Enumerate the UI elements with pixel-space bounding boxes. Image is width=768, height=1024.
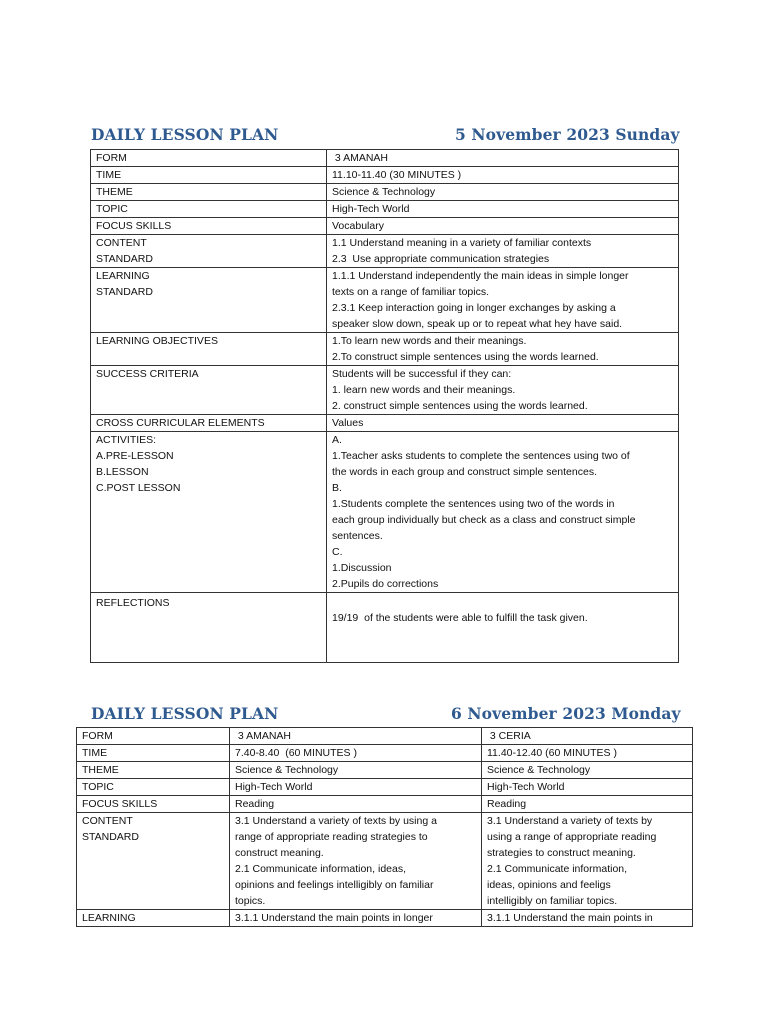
label-line: STANDARD (96, 286, 153, 298)
value-topic-amanah: High-Tech World (230, 779, 482, 796)
table-row (91, 333, 679, 366)
value-focus-amanah: Reading (230, 796, 482, 813)
value-line: 1.1.1 Understand independently the main ideas in simple longer (332, 270, 629, 282)
value-line: 2. construct simple sentences using the words learned. (332, 400, 588, 412)
label-learning-objectives: LEARNING OBJECTIVES (91, 333, 327, 366)
plan1-title: DAILY LESSON PLAN (91, 125, 279, 144)
value-line: 2.3 Use appropriate communication strategies (332, 253, 550, 265)
value-line: 1.Teacher asks students to complete the sentences using two of (332, 450, 630, 462)
value-line: the words in each group and construct simple sentences. (332, 466, 597, 478)
value-line: 2.To construct simple sentences using the words learned. (332, 351, 599, 363)
table-row (91, 432, 679, 593)
label-time: TIME (91, 167, 327, 184)
value-line: A. (332, 434, 342, 446)
value-content-ceria (482, 813, 693, 910)
table-row (77, 813, 693, 910)
label-line: STANDARD (96, 253, 153, 265)
value-content-amanah (230, 813, 482, 910)
table-row (77, 779, 693, 796)
plan2-title: DAILY LESSON PLAN (91, 704, 279, 723)
label-theme: THEME (77, 762, 230, 779)
label-topic: TOPIC (77, 779, 230, 796)
label-focus-skills: FOCUS SKILLS (91, 218, 327, 235)
value-topic: High-Tech World (327, 201, 679, 218)
value-line: opinions and feelings intelligibly on familiar (235, 879, 434, 891)
table-row (91, 415, 679, 432)
table-row (91, 167, 679, 184)
label-line: A.PRE-LESSON (96, 450, 174, 462)
value-line: 2.1 Communicate information, (487, 863, 628, 875)
value-line: construct meaning. (235, 847, 324, 859)
value-theme-ceria: Science & Technology (482, 762, 693, 779)
label-theme: THEME (91, 184, 327, 201)
value-cross-curricular: Values (327, 415, 679, 432)
label-reflections: REFLECTIONS (91, 593, 327, 663)
table-row (91, 201, 679, 218)
value-line: range of appropriate reading strategies to (235, 831, 428, 843)
table-row (91, 218, 679, 235)
value-learning-objectives (327, 333, 679, 366)
label-form: FORM (91, 150, 327, 167)
value-form-amanah: 3 AMANAH (230, 728, 482, 745)
value-line: 2.1 Communicate information, ideas, (235, 863, 406, 875)
value-form: 3 AMANAH (327, 150, 679, 167)
table-row (91, 184, 679, 201)
value-line: ideas, opinions and feeligs (487, 879, 611, 891)
label-time: TIME (77, 745, 230, 762)
table-row (91, 268, 679, 333)
label-form: FORM (77, 728, 230, 745)
value-focus-ceria: Reading (482, 796, 693, 813)
value-line: Students will be successful if they can: (332, 368, 512, 380)
value-line: texts on a range of familiar topics. (332, 286, 489, 298)
label-content-standard (77, 813, 230, 910)
value-line: 2.Pupils do corrections (332, 578, 439, 590)
value-line: 3.1 Understand a variety of texts by using a (235, 815, 437, 827)
value-form-ceria: 3 CERIA (482, 728, 693, 745)
label-line: B.LESSON (96, 466, 149, 478)
table-row (77, 910, 693, 927)
value-theme: Science & Technology (327, 184, 679, 201)
plan2-date: 6 November 2023 Monday (451, 704, 681, 723)
value-content-standard (327, 235, 679, 268)
label-learning-standard (91, 268, 327, 333)
label-line: LEARNING (96, 270, 150, 282)
value-time-amanah: 7.40-8.40 (60 MINUTES ) (230, 745, 482, 762)
label-line: ACTIVITIES: (96, 434, 157, 446)
table-row (77, 745, 693, 762)
value-line: 1.To learn new words and their meanings. (332, 335, 527, 347)
value-time: 11.10-11.40 (30 MINUTES ) (327, 167, 679, 184)
table-row (77, 762, 693, 779)
value-line: each group individually but check as a class and construct simple (332, 514, 636, 526)
value-theme-amanah: Science & Technology (230, 762, 482, 779)
value-line: topics. (235, 895, 266, 907)
value-line: strategies to construct meaning. (487, 847, 636, 859)
value-line: 3.1 Understand a variety of texts by (487, 815, 653, 827)
value-reflections: 19/19 of the students were able to fulfill the task given. (327, 593, 679, 663)
table-row (77, 796, 693, 813)
value-success-criteria (327, 366, 679, 415)
table-row (91, 235, 679, 268)
value-line: 1.Discussion (332, 562, 392, 574)
label-topic: TOPIC (91, 201, 327, 218)
plan1-table (90, 149, 679, 663)
label-line: CONTENT (96, 237, 147, 249)
table-row (77, 728, 693, 745)
value-learning-ceria: 3.1.1 Understand the main points in (482, 910, 693, 927)
value-activities (327, 432, 679, 593)
table-row (91, 150, 679, 167)
plan1-date: 5 November 2023 Sunday (455, 125, 680, 144)
value-line: using a range of appropriate reading (487, 831, 657, 843)
value-line: B. (332, 482, 342, 494)
value-line: 1.Students complete the sentences using two of the words in (332, 498, 615, 510)
value-focus-skills: Vocabulary (327, 218, 679, 235)
table-row (91, 366, 679, 415)
value-line: 2.3.1 Keep interaction going in longer exchanges by asking a (332, 302, 616, 314)
value-learning-amanah: 3.1.1 Understand the main points in longer (230, 910, 482, 927)
value-line: 1.1 Understand meaning in a variety of familiar contexts (332, 237, 592, 249)
label-success-criteria: SUCCESS CRITERIA (91, 366, 327, 415)
value-time-ceria: 11.40-12.40 (60 MINUTES ) (482, 745, 693, 762)
value-line: C. (332, 546, 343, 558)
label-cross-curricular: CROSS CURRICULAR ELEMENTS (91, 415, 327, 432)
value-line: sentences. (332, 530, 383, 542)
label-line: C.POST LESSON (96, 482, 181, 494)
value-line: 1. learn new words and their meanings. (332, 384, 516, 396)
plan2-table (76, 727, 693, 927)
value-topic-ceria: High-Tech World (482, 779, 693, 796)
value-line: speaker slow down, speak up or to repeat what hey have said. (332, 318, 623, 330)
label-learning-standard: LEARNING (77, 910, 230, 927)
label-focus-skills: FOCUS SKILLS (77, 796, 230, 813)
label-line: CONTENT (82, 815, 133, 827)
value-line: intelligibly on familiar topics. (487, 895, 618, 907)
label-activities (91, 432, 327, 593)
label-content-standard (91, 235, 327, 268)
table-row (91, 593, 679, 663)
label-line: STANDARD (82, 831, 139, 843)
value-learning-standard (327, 268, 679, 333)
